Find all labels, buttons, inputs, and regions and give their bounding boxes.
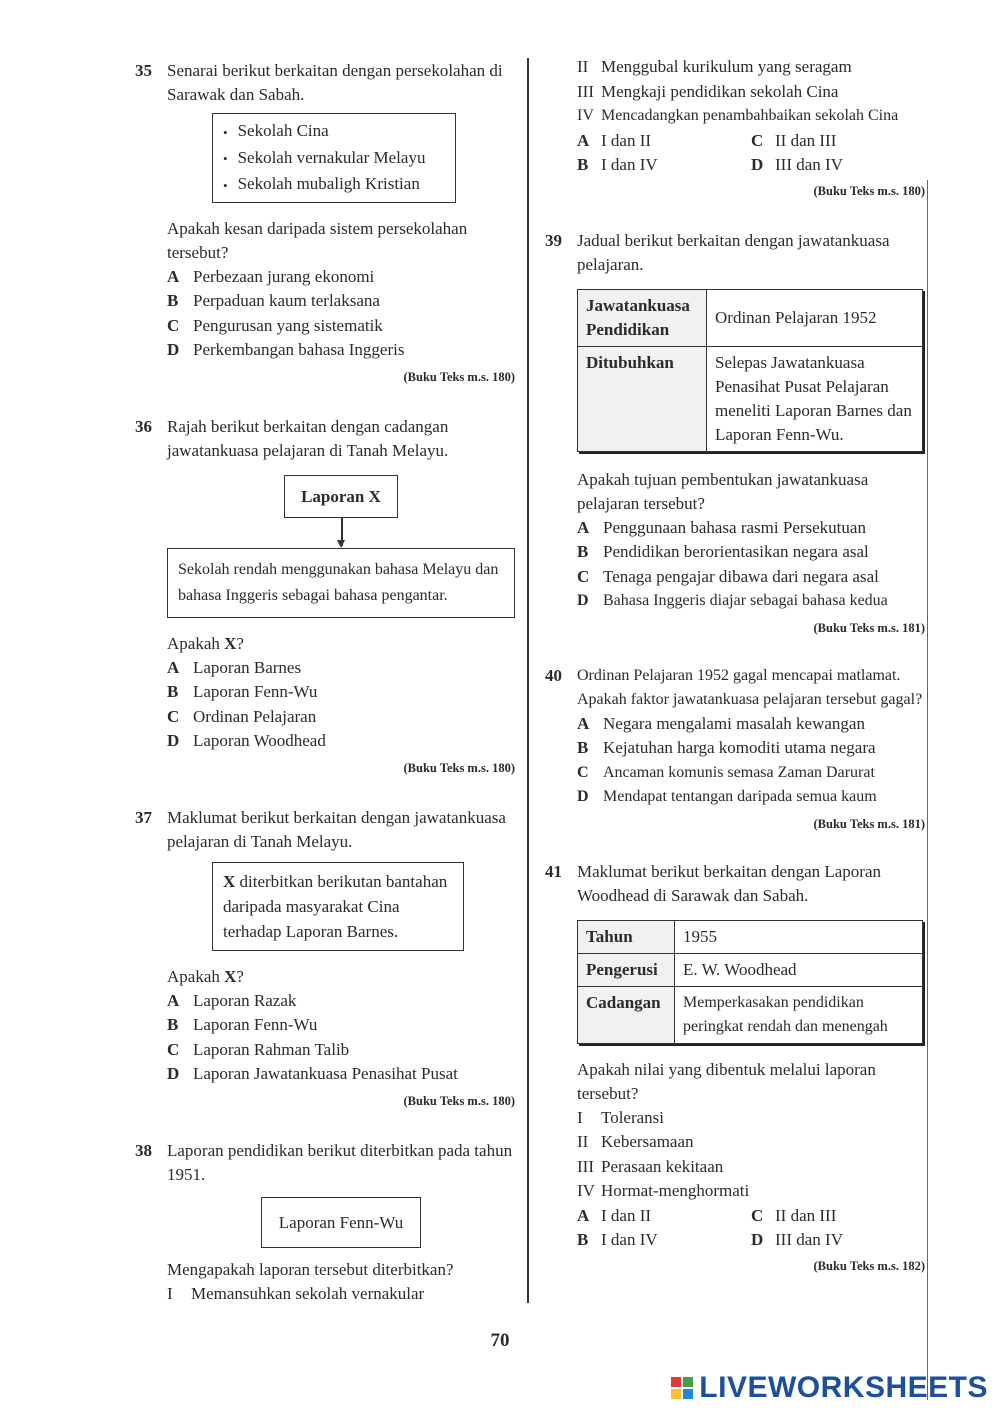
question-prompt: Apakah X? bbox=[167, 633, 244, 653]
question-number: 38 bbox=[135, 1140, 152, 1160]
table-value: Memperkasakan pendidikan peringkat rendah dan menengah bbox=[675, 986, 923, 1043]
table-value: Selepas Jawatankuasa Penasihat Pusat Pelajaran meneliti Laporan Barnes dan Laporan Fenn-Wu. bbox=[707, 346, 923, 451]
question-prompt: Apakah tujuan pembentukan jawatankuasa pelajaran tersebut? bbox=[577, 469, 869, 513]
option-a[interactable]: A Negara mengalami masalah kewangan bbox=[577, 713, 865, 733]
option-a[interactable]: A Penggunaan bahasa rasmi Persekutuan bbox=[577, 517, 866, 537]
diagram-top-box: Laporan X bbox=[284, 475, 398, 518]
table-value: 1955 bbox=[675, 920, 923, 953]
question-37 bbox=[135, 806, 515, 1113]
woodhead-table bbox=[577, 920, 923, 1044]
option-c[interactable]: C II dan III bbox=[751, 1205, 837, 1225]
question-stem: Ordinan Pelajaran 1952 gagal mencapai matlamat. Apakah faktor jawatankuasa pelajaran tersebut gagal? bbox=[577, 666, 923, 708]
table-row bbox=[578, 346, 923, 451]
option-b[interactable]: B I dan IV bbox=[577, 1229, 658, 1249]
table-label: Cadangan bbox=[578, 986, 675, 1043]
option-c[interactable]: C Tenaga pengajar dibawa dari negara asal bbox=[577, 566, 879, 586]
option-d[interactable]: D Laporan Jawatankuasa Penasihat Pusat bbox=[167, 1064, 458, 1084]
textbook-reference: (Buku Teks m.s. 181) bbox=[813, 816, 925, 831]
question-number: 40 bbox=[545, 665, 562, 685]
question-38-continued bbox=[577, 55, 925, 203]
option-c[interactable]: C Ancaman komunis semasa Zaman Darurat bbox=[577, 763, 875, 781]
statement-i: I Memansuhkan sekolah vernakular bbox=[167, 1283, 425, 1303]
bullet-item: • Sekolah vernakular Melayu bbox=[223, 145, 445, 172]
question-number: 36 bbox=[135, 416, 152, 436]
committee-table bbox=[577, 289, 923, 452]
question-prompt: Apakah nilai yang dibentuk melalui laporan tersebut? bbox=[577, 1059, 876, 1103]
option-b[interactable]: B Laporan Fenn-Wu bbox=[167, 1015, 318, 1035]
statement-iii: III Mengkaji pendidikan sekolah Cina bbox=[577, 81, 839, 101]
option-d[interactable]: D III dan IV bbox=[751, 154, 843, 174]
textbook-reference: (Buku Teks m.s. 180) bbox=[403, 369, 515, 384]
question-41 bbox=[545, 860, 925, 1278]
page-number: 70 bbox=[490, 1330, 510, 1351]
option-d[interactable]: D Laporan Woodhead bbox=[167, 731, 326, 751]
logo-text: LIVEWORKSHEETS bbox=[699, 1371, 988, 1404]
textbook-reference: (Buku Teks m.s. 182) bbox=[813, 1258, 925, 1273]
info-box: X diterbitkan berikutan bantahan daripada masyarakat Cina terhadap Laporan Barnes. bbox=[212, 862, 464, 951]
column-divider bbox=[527, 58, 529, 1303]
table-value: E. W. Woodhead bbox=[675, 953, 923, 986]
question-stem: Maklumat berikut berkaitan dengan Laporan Woodhead di Sarawak dan Sabah. bbox=[577, 861, 881, 905]
liveworksheets-logo bbox=[671, 1371, 988, 1405]
down-arrow-icon bbox=[167, 518, 515, 548]
table-label: Pengerusi bbox=[578, 953, 675, 986]
statement-iv: IV Mencadangkan penambahbaikan sekolah Cina bbox=[577, 107, 899, 124]
question-39 bbox=[545, 229, 925, 640]
option-b[interactable]: B I dan IV bbox=[577, 154, 658, 174]
question-number: 39 bbox=[545, 230, 562, 250]
statement-i: I Toleransi bbox=[577, 1107, 665, 1127]
logo-mark-icon bbox=[671, 1377, 693, 1399]
option-b[interactable]: B Pendidikan berorientasikan negara asal bbox=[577, 542, 869, 561]
bullet-item: • Sekolah mubaligh Kristian bbox=[223, 171, 445, 198]
option-b[interactable]: B Perpaduan kaum terlaksana bbox=[167, 291, 380, 311]
table-row bbox=[578, 986, 923, 1043]
statement-iii: III Perasaan kekitaan bbox=[577, 1156, 724, 1176]
option-a[interactable]: A Laporan Barnes bbox=[167, 657, 302, 677]
table-row bbox=[578, 953, 923, 986]
left-column bbox=[135, 55, 515, 1306]
textbook-reference: (Buku Teks m.s. 180) bbox=[403, 760, 515, 775]
question-prompt: Apakah kesan daripada sistem persekolahan tersebut? bbox=[167, 218, 468, 262]
option-a[interactable]: A I dan II bbox=[577, 130, 652, 150]
question-40 bbox=[545, 664, 925, 836]
table-label: Ditubuhkan bbox=[578, 346, 707, 451]
option-c[interactable]: C Laporan Rahman Talib bbox=[167, 1039, 350, 1059]
table-label: Tahun bbox=[578, 920, 675, 953]
statement-ii: II Menggubal kurikulum yang seragam bbox=[577, 57, 852, 76]
option-d[interactable]: D Bahasa Inggeris diajar sebagai bahasa kedua bbox=[577, 592, 888, 609]
textbook-reference: (Buku Teks m.s. 181) bbox=[813, 620, 925, 635]
diagram-bottom-box: Sekolah rendah menggunakan bahasa Melayu dan bahasa Inggeris sebagai bahasa pengantar. bbox=[167, 548, 515, 618]
statement-iv: IV Hormat-menghormati bbox=[577, 1181, 750, 1200]
table-row bbox=[578, 920, 923, 953]
question-stem: Laporan pendidikan berikut diterbitkan pada tahun 1951. bbox=[167, 1140, 513, 1184]
option-d[interactable]: D Perkembangan bahasa Inggeris bbox=[167, 340, 405, 360]
right-column bbox=[545, 55, 925, 1278]
option-a[interactable]: A Laporan Razak bbox=[167, 990, 297, 1010]
option-c[interactable]: C II dan III bbox=[751, 130, 837, 150]
question-stem: Jadual berikut berkaitan dengan jawatankuasa pelajaran. bbox=[577, 230, 890, 274]
report-box: Laporan Fenn-Wu bbox=[261, 1197, 421, 1248]
bullet-item: • Sekolah Cina bbox=[223, 118, 445, 145]
question-36 bbox=[135, 415, 515, 780]
question-38 bbox=[135, 1139, 515, 1307]
question-prompt: Apakah X? bbox=[167, 966, 244, 986]
option-d[interactable]: D Mendapat tentangan daripada semua kaum bbox=[577, 788, 877, 805]
table-row bbox=[578, 289, 923, 346]
school-list-box bbox=[212, 113, 456, 203]
table-value: Ordinan Pelajaran 1952 bbox=[707, 289, 923, 346]
question-number: 35 bbox=[135, 61, 152, 80]
question-stem: Rajah berikut berkaitan dengan cadangan jawatankuasa pelajaran di Tanah Melayu. bbox=[167, 416, 449, 460]
textbook-reference: (Buku Teks m.s. 180) bbox=[403, 1093, 515, 1108]
option-c[interactable]: C Ordinan Pelajaran bbox=[167, 706, 317, 726]
question-stem: Senarai berikut berkaitan dengan persekolahan di Sarawak dan Sabah. bbox=[167, 61, 503, 104]
option-a[interactable]: A Perbezaan jurang ekonomi bbox=[167, 266, 375, 286]
question-number: 41 bbox=[545, 861, 562, 881]
question-stem: Maklumat berikut berkaitan dengan jawatankuasa pelajaran di Tanah Melayu. bbox=[167, 807, 506, 851]
question-prompt: Mengapakah laporan tersebut diterbitkan? bbox=[167, 1259, 454, 1279]
option-d[interactable]: D III dan IV bbox=[751, 1229, 843, 1249]
table-label: Jawatankuasa Pendidikan bbox=[578, 289, 707, 346]
question-number: 37 bbox=[135, 807, 152, 827]
question-35 bbox=[135, 59, 515, 389]
option-b[interactable]: B Kejatuhan harga komoditi utama negara bbox=[577, 738, 876, 757]
option-b[interactable]: B Laporan Fenn-Wu bbox=[167, 682, 318, 702]
option-a[interactable]: A I dan II bbox=[577, 1205, 652, 1225]
textbook-reference: (Buku Teks m.s. 180) bbox=[813, 183, 925, 198]
statement-ii: II Kebersamaan bbox=[577, 1132, 694, 1151]
option-c[interactable]: C Pengurusan yang sistematik bbox=[167, 315, 383, 335]
page-edge-line bbox=[927, 180, 928, 1400]
